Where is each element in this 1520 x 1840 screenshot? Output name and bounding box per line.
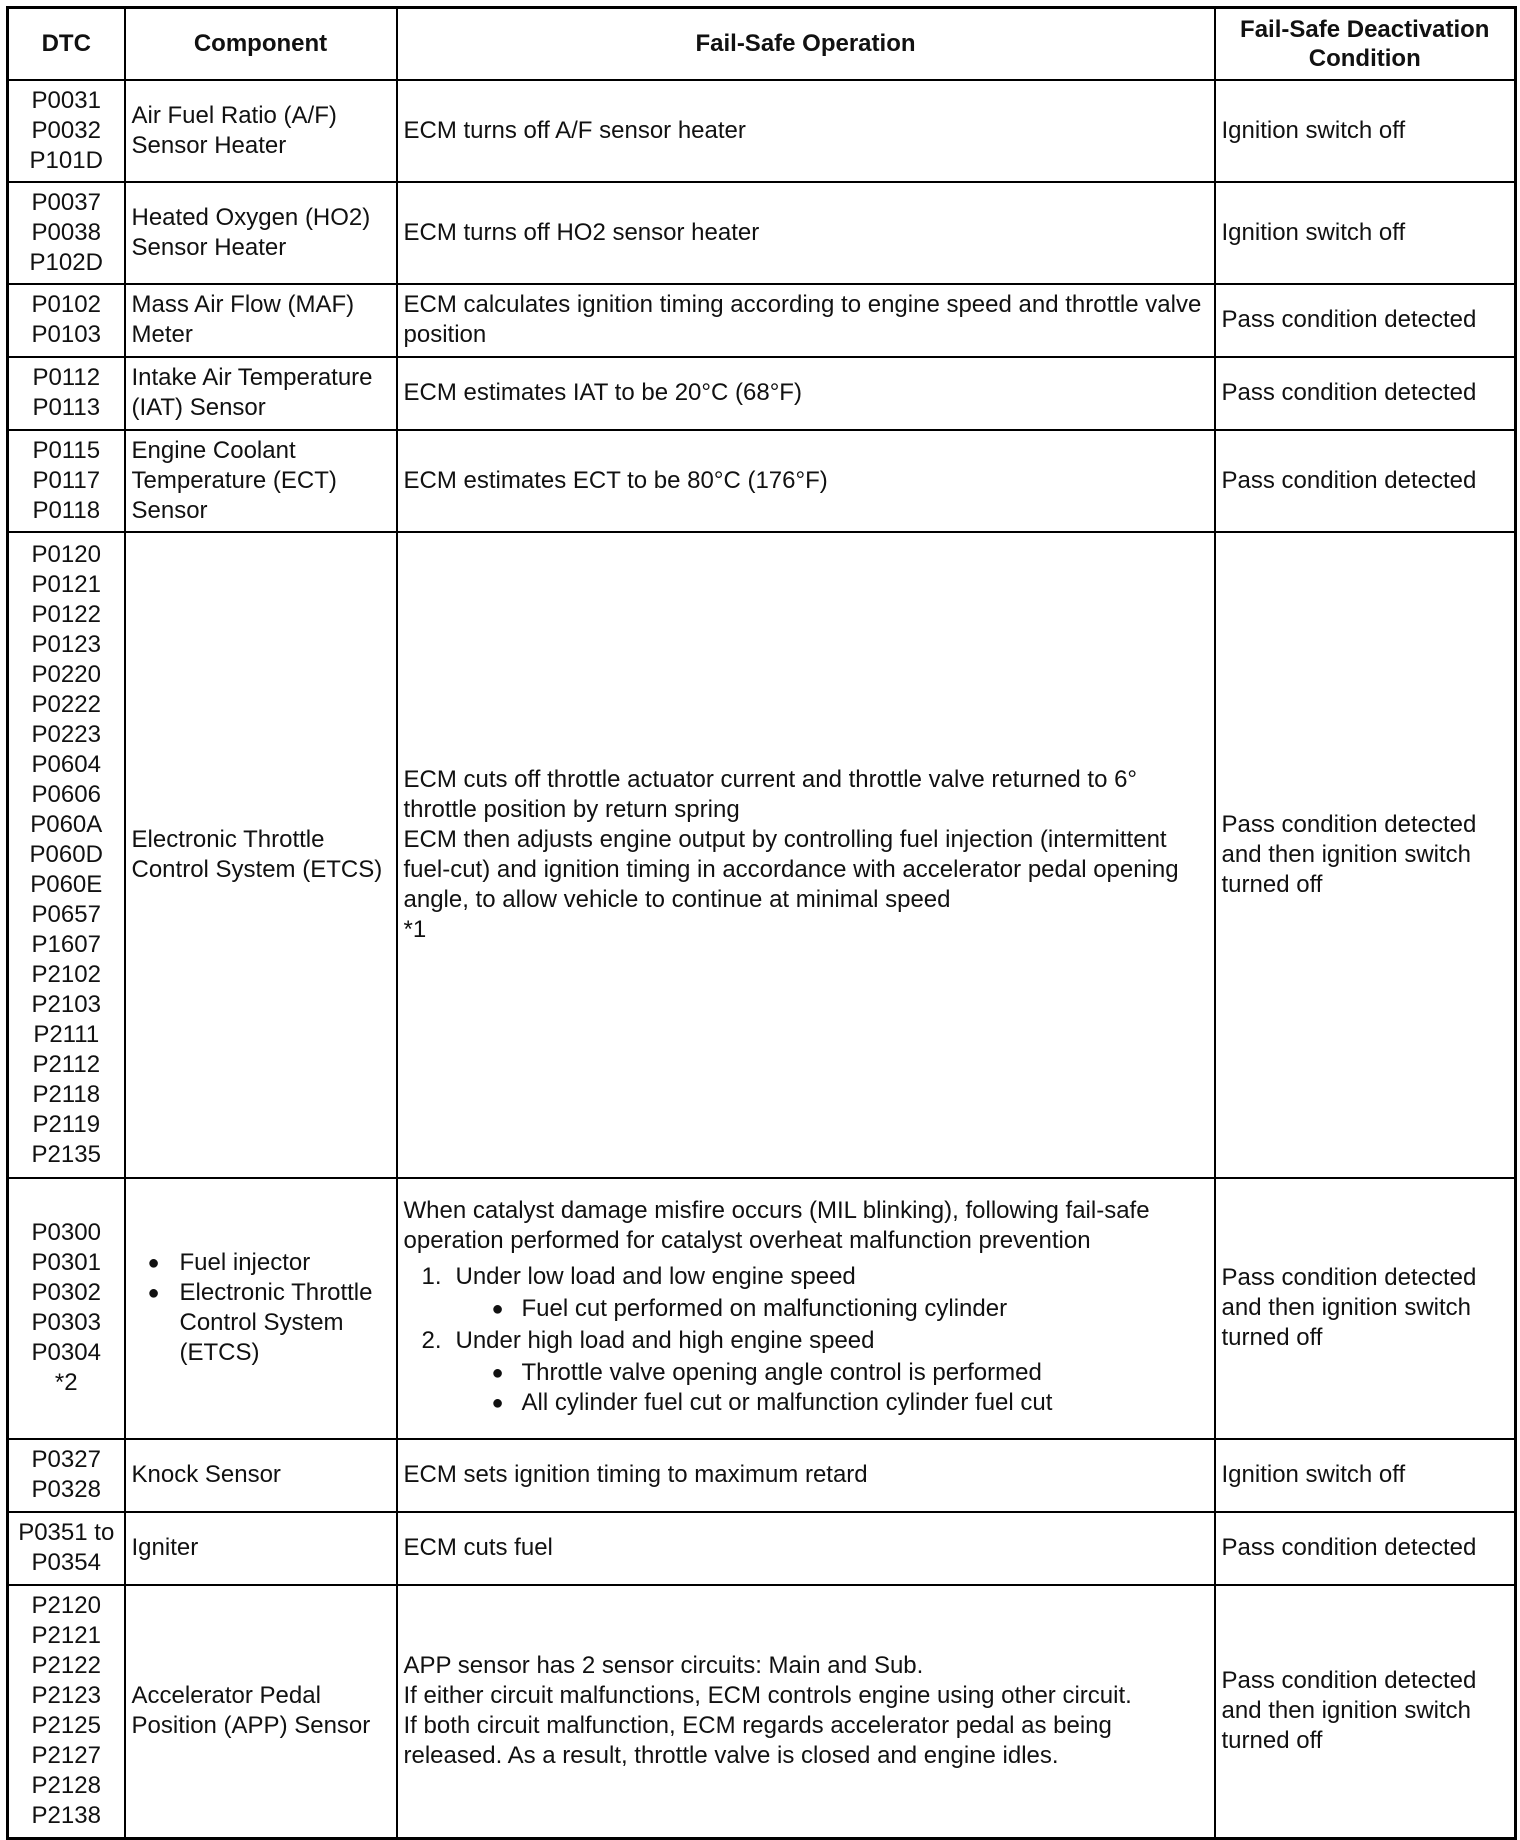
operation-cell — [397, 80, 1215, 182]
dtc-code: P2120 — [31, 1592, 101, 1620]
table-row — [8, 1512, 1516, 1585]
dtc-code: P0120 — [31, 540, 101, 568]
dtc-code: P0351 to — [18, 1519, 115, 1546]
table-row — [8, 80, 1516, 182]
dtc-code: P0123 — [31, 630, 101, 658]
operation-text: ECM calculates ignition timing according to engine speed and throttle valve position — [403, 291, 1202, 348]
table-row — [8, 1439, 1516, 1512]
sub-list — [456, 1294, 1208, 1324]
dtc-cell — [8, 284, 125, 357]
operation-cell — [397, 1178, 1215, 1439]
dtc-code: P0303 — [31, 1309, 101, 1336]
dtc-code: P2122 — [31, 1652, 101, 1680]
dtc-code: P0220 — [31, 660, 101, 688]
table-row — [8, 284, 1516, 357]
dtc-cell — [8, 80, 125, 182]
deactivation-cell: Pass condition detected — [1215, 430, 1516, 532]
header-operation: Fail-Safe Operation — [397, 8, 1215, 80]
header-row — [8, 8, 1516, 80]
dtc-code: P2118 — [32, 1080, 101, 1108]
operation-text: ECM cuts fuel — [403, 1534, 553, 1561]
component-cell: Knock Sensor — [125, 1439, 397, 1512]
dtc-code: P0102 — [31, 291, 101, 318]
component-list — [132, 1248, 390, 1368]
operation-cell — [397, 357, 1215, 430]
deactivation-cell: Ignition switch off — [1215, 182, 1516, 284]
operation-cell — [397, 182, 1215, 284]
dtc-code: P2127 — [31, 1742, 101, 1770]
step-text: Under low load and low engine speed — [455, 1263, 856, 1290]
deactivation-cell: Ignition switch off — [1215, 80, 1516, 182]
deactivation-cell: Pass condition detected and then ignition switch turned off — [1215, 1178, 1516, 1439]
dtc-code: P0038 — [31, 218, 101, 246]
dtc-code: P060E — [30, 870, 103, 898]
component-cell: Air Fuel Ratio (A/F) Sensor Heater — [125, 80, 397, 182]
dtc-code: P2112 — [32, 1050, 101, 1078]
dtc-code: P0301 — [31, 1249, 101, 1276]
operation-cell — [397, 1512, 1215, 1585]
dtc-cell — [8, 532, 125, 1178]
step-number: 2. — [421, 1327, 442, 1354]
deactivation-cell: Pass condition detected — [1215, 357, 1516, 430]
table-row — [8, 430, 1516, 532]
list-item: ● All cylinder fuel cut or malfunction cylinder fuel cut — [492, 1388, 1208, 1418]
footnote-ref: *2 — [54, 1369, 78, 1396]
deactivation-cell: Pass condition detected — [1215, 1512, 1516, 1585]
dtc-code: P0121 — [31, 570, 101, 598]
dtc-code: P2138 — [31, 1802, 101, 1830]
dtc-code: P0304 — [31, 1339, 101, 1366]
component-cell: Mass Air Flow (MAF) Meter — [125, 284, 397, 357]
dtc-code: P2119 — [32, 1110, 101, 1138]
operation-text: ECM sets ignition timing to maximum retard — [403, 1461, 868, 1488]
dtc-code: P2128 — [31, 1772, 101, 1800]
list-item: ● Fuel cut performed on malfunctioning cylinder — [492, 1294, 1208, 1324]
dtc-code: P2103 — [31, 990, 101, 1018]
dtc-cell — [8, 1439, 125, 1512]
component-cell: Intake Air Temperature (IAT) Sensor — [125, 357, 397, 430]
footnote-ref: *1 — [403, 915, 427, 943]
dtc-code: P0118 — [32, 496, 101, 524]
dtc-cell — [8, 430, 125, 532]
dtc-code: P0328 — [31, 1476, 101, 1503]
table-row — [8, 1178, 1516, 1439]
operation-text: If both circuit malfunction, ECM regards accelerator pedal as being released. As a result, throttle valve is closed and engine idles. — [403, 1712, 1112, 1770]
list-item: ● Fuel injector — [148, 1248, 390, 1278]
deactivation-cell: Ignition switch off — [1215, 1439, 1516, 1512]
operation-cell — [397, 1585, 1215, 1839]
dtc-code: P2111 — [33, 1020, 100, 1048]
component-cell: Heated Oxygen (HO2) Sensor Heater — [125, 182, 397, 284]
dtc-cell — [8, 1178, 125, 1439]
list-item: ● Throttle valve opening angle control is performed — [492, 1358, 1208, 1388]
dtc-code: P0657 — [31, 900, 101, 928]
component-cell: Engine Coolant Temperature (ECT) Sensor — [125, 430, 397, 532]
operation-text: ECM estimates ECT to be 80°C (176°F) — [403, 466, 828, 494]
dtc-code: P0122 — [31, 600, 101, 628]
operation-text: APP sensor has 2 sensor circuits: Main and Sub. — [403, 1652, 924, 1680]
dtc-code: P2121 — [31, 1622, 101, 1650]
sub-list — [456, 1358, 1208, 1418]
dtc-code: P102D — [29, 248, 103, 276]
dtc-code: P2123 — [31, 1682, 101, 1710]
dtc-code: P0113 — [32, 394, 101, 421]
table-row — [8, 532, 1516, 1178]
fail-safe-table — [6, 6, 1517, 1840]
header-component: Component — [125, 8, 397, 80]
operation-text: If either circuit malfunctions, ECM controls engine using other circuit. — [403, 1682, 1132, 1710]
operation-cell — [397, 1439, 1215, 1512]
dtc-cell — [8, 357, 125, 430]
step-text: Under high load and high engine speed — [455, 1327, 875, 1354]
operation-text: When catalyst damage misfire occurs (MIL blinking), following fail-safe operation performed for catalyst overheat malfunction prevention — [403, 1197, 1150, 1254]
component-cell: Electronic Throttle Control System (ETCS) — [125, 532, 397, 1178]
operation-cell — [397, 532, 1215, 1178]
dtc-code: P0302 — [31, 1279, 101, 1306]
dtc-code: P0327 — [31, 1446, 101, 1473]
dtc-code: P0606 — [31, 780, 101, 808]
header-dtc: DTC — [8, 8, 125, 80]
dtc-code: P0222 — [31, 690, 101, 718]
dtc-code: P0300 — [31, 1219, 101, 1246]
component-cell: Accelerator Pedal Position (APP) Sensor — [125, 1585, 397, 1839]
list-item — [422, 1262, 1208, 1324]
operation-text: ECM estimates IAT to be 20°C (68°F) — [403, 379, 802, 406]
operation-cell — [397, 430, 1215, 532]
list-item: ● Electronic Throttle Control System (ETCS) — [148, 1278, 390, 1368]
dtc-code: P0032 — [31, 116, 101, 144]
step-list — [404, 1262, 1208, 1418]
operation-cell — [397, 284, 1215, 357]
operation-text: ECM then adjusts engine output by controlling fuel injection (intermittent fuel-cut) and ignition timing in accordance with accelerator pedal opening angle, to allow vehicle to continue at minimal speed — [403, 825, 1179, 913]
dtc-code: P2102 — [31, 960, 101, 988]
step-number: 1. — [421, 1263, 442, 1290]
component-cell: Igniter — [125, 1512, 397, 1585]
deactivation-cell: Pass condition detected and then ignition switch turned off — [1215, 532, 1516, 1178]
dtc-code: P2135 — [31, 1140, 101, 1168]
dtc-cell — [8, 182, 125, 284]
table-row — [8, 182, 1516, 284]
dtc-code: P0112 — [32, 364, 101, 391]
dtc-code: P060D — [29, 840, 103, 868]
dtc-code: P0103 — [31, 321, 101, 348]
dtc-code: P060A — [30, 810, 103, 838]
header-deactivation: Fail-Safe Deactivation Condition — [1215, 8, 1516, 80]
dtc-cell — [8, 1512, 125, 1585]
list-item — [422, 1326, 1208, 1418]
dtc-code: P0354 — [31, 1549, 101, 1576]
dtc-code: P0037 — [31, 188, 101, 216]
dtc-code: P0117 — [32, 466, 101, 494]
dtc-code: P0031 — [31, 86, 101, 114]
dtc-code: P0115 — [32, 436, 101, 464]
dtc-code: P1607 — [31, 930, 101, 958]
dtc-code: P0604 — [31, 750, 101, 778]
component-cell — [125, 1178, 397, 1439]
dtc-code: P0223 — [31, 720, 101, 748]
deactivation-cell: Pass condition detected and then ignition switch turned off — [1215, 1585, 1516, 1839]
table-row — [8, 357, 1516, 430]
operation-text: ECM turns off HO2 sensor heater — [403, 218, 760, 246]
dtc-code: P2125 — [31, 1712, 101, 1740]
dtc-cell — [8, 1585, 125, 1839]
table-row — [8, 1585, 1516, 1839]
operation-text: ECM turns off A/F sensor heater — [403, 116, 746, 144]
deactivation-cell: Pass condition detected — [1215, 284, 1516, 357]
operation-text: ECM cuts off throttle actuator current and throttle valve returned to 6° throttle position by return spring — [403, 765, 1138, 823]
dtc-code: P101D — [29, 146, 103, 174]
